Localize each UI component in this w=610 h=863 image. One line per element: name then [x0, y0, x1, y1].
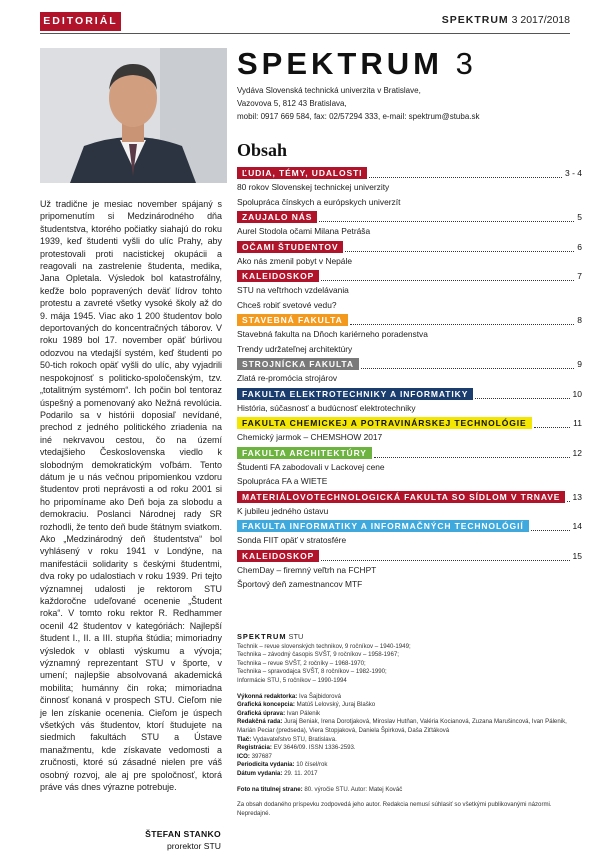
credit-label: Periodicita vydania: — [237, 761, 295, 769]
toc-section-header[interactable] — [237, 520, 582, 532]
toc-page-number: 13 — [572, 491, 582, 502]
history-line: Informácie STU, 5 ročníkov – 1990-1994 — [237, 676, 347, 684]
toc-section-header[interactable] — [237, 358, 582, 370]
editorial-signature — [40, 828, 221, 852]
toc-section-label: STROJNÍCKA FAKULTA — [237, 358, 359, 370]
toc-article[interactable]: Stavebná fakulta na Dňoch kariérneho poradenstva — [237, 329, 428, 339]
address-line: Vydáva Slovenská technická univerzita v Bratislave, — [237, 86, 421, 95]
toc-page-number: 5 — [577, 212, 582, 222]
toc-section-label: ĽUDIA, TÉMY, UDALOSTI — [237, 167, 367, 179]
photo-credit — [237, 786, 573, 795]
credit-value: EV 3646/09. ISSN 1336-2593. — [273, 744, 356, 752]
credits — [237, 693, 573, 779]
toc-section-label: FAKULTA CHEMICKEJ A POTRAVINÁRSKEJ TECHNOLÓGIE — [237, 417, 532, 429]
logo-issue-number: 3 — [455, 46, 473, 81]
credit-label: ICO: — [237, 752, 250, 760]
toc-leader-dots — [319, 220, 574, 222]
running-header-issue: 3 2017/2018 — [511, 14, 570, 26]
toc-section-label: FAKULTA ELEKTROTECHNIKY A INFORMATIKY — [237, 388, 473, 400]
toc-page-number: 15 — [572, 550, 582, 561]
credit-value: 29. 11. 2017 — [284, 769, 318, 777]
credit-line — [237, 753, 573, 762]
history-line: Technika – závodný časopis SVŠT, 9 ročníkov – 1958-1967; — [237, 651, 399, 659]
toc-section-header[interactable] — [237, 211, 582, 223]
history-line: Technik – revue slovenských technikov, 9 ročníkov – 1940-1949; — [237, 642, 411, 650]
toc-section-header[interactable] — [237, 550, 582, 562]
toc-section-label: KALEIDOSKOP — [237, 550, 319, 562]
toc-leader-dots — [369, 176, 562, 178]
credit-value: Vydavateľstvo STU, Bratislava. — [252, 735, 337, 743]
credit-label: Grafická úprava: — [237, 709, 286, 717]
toc-article[interactable]: Športový deň zamestnancov MTF — [237, 579, 363, 589]
credit-line — [237, 736, 573, 745]
toc-section-label: STAVEBNÁ FAKULTA — [237, 314, 348, 326]
toc-section-label: FAKULTA INFORMATIKY A INFORMAČNÝCH TECHNOLÓGIÍ — [237, 520, 529, 532]
credit-line — [237, 701, 573, 710]
credit-line — [237, 770, 573, 779]
history-line: Technika – revue SVŠT, 2 ročníky – 1968-1970; — [237, 659, 366, 667]
toc-leader-dots — [350, 323, 574, 325]
credit-label: Dátum vydania: — [237, 769, 283, 777]
toc-leader-dots — [374, 456, 570, 458]
toc-article[interactable]: Spolupráca čínskych a európskych univerzít — [237, 196, 401, 207]
history-line: Technika – spravodajca SVŠT, 8 ročníkov – 1982-1990; — [237, 668, 387, 676]
toc-article[interactable]: Trendy udržateľnej architektúry — [237, 343, 353, 354]
logo-wordmark: SPEKTRUM — [237, 46, 443, 81]
running-header-magazine: SPEKTRUM — [441, 14, 509, 26]
toc-article[interactable]: História, súčasnosť a budúcnosť elektrotechniky — [237, 402, 416, 413]
disclaimer: Za obsah dodaného príspevku zodpovedá jeho autor. Redakcia nemusí súhlasiť so všetkými publikovanými názormi. Nepredajné. — [237, 801, 552, 817]
toc-article[interactable]: Chceš robiť svetové vedu? — [237, 299, 337, 310]
toc-leader-dots — [345, 250, 574, 252]
toc-article[interactable]: Chemický jarmok – CHEMSHOW 2017 — [237, 432, 383, 442]
toc-page-number: 8 — [577, 315, 582, 325]
toc-page-number: 12 — [572, 447, 582, 458]
credit-label: Redakčná rada: — [237, 718, 283, 726]
toc-section-label: KALEIDOSKOP — [237, 270, 319, 282]
toc-article[interactable]: Zlatá re-promócia strojárov — [237, 373, 338, 383]
toc-leader-dots — [475, 397, 570, 399]
credit-line — [237, 718, 573, 735]
toc-section-label: FAKULTA ARCHITEKTÚRY — [237, 447, 372, 459]
toc-section-header[interactable] — [237, 241, 582, 253]
address-line: Vazovova 5, 812 43 Bratislava, — [237, 99, 347, 108]
section-tag: EDITORIÁL — [40, 12, 121, 31]
credit-value: 10 čísel/rok — [296, 761, 328, 769]
credit-label: Tlač: — [237, 735, 252, 743]
toc-page-number: 7 — [577, 271, 582, 281]
credit-value: 397687 — [251, 752, 272, 760]
toc-title: Obsah — [237, 140, 288, 160]
credit-line — [237, 744, 573, 753]
toc-leader-dots — [321, 279, 574, 281]
toc-leader-dots — [361, 367, 574, 369]
toc-section-label: ZAUJALO NÁS — [237, 211, 317, 223]
credit-value: Ivan Pálenik — [286, 709, 321, 717]
toc-page-number: 10 — [572, 388, 582, 399]
toc-article[interactable]: Aurel Stodola očami Milana Petráša — [237, 226, 371, 236]
toc-page-number: 9 — [577, 359, 582, 369]
running-header — [442, 14, 570, 26]
toc-article[interactable]: STU na veľtrhoch vzdelávania — [237, 285, 349, 295]
toc-section-header[interactable] — [237, 491, 582, 503]
toc-article[interactable]: K jubileu jedného ústavu — [237, 505, 329, 516]
credit-label: Registrácia: — [237, 744, 272, 752]
toc-section-header[interactable] — [237, 417, 582, 429]
signature-name: ŠTEFAN STANKO — [145, 829, 221, 839]
imprint-brand-suffix: STU — [288, 632, 304, 641]
toc-section-header[interactable] — [237, 314, 582, 326]
credit-value: Iva Šajbidorová — [299, 692, 342, 700]
imprint-brand: SPEKTRUM — [237, 632, 287, 641]
toc-page-number: 6 — [577, 241, 582, 252]
credit-line — [237, 761, 573, 770]
toc-article[interactable]: ChemDay – firemný veľtrh na FCHPT — [237, 564, 377, 575]
photo-credit-value: 80. výročie STU. Autor: Matej Kováč — [304, 785, 403, 793]
toc-page-number: 3 - 4 — [564, 168, 582, 178]
table-of-contents — [237, 166, 582, 594]
credit-line — [237, 710, 573, 719]
photo-credit-label: Foto na titulnej strane: — [237, 785, 303, 793]
credit-value: Juraj Beniak, Irena Dorotjaková, Miroslav Hutňan, Valéria Kocianová, Zuzana Marušincová, Ivan Pálenik, Marián Peciar (predseda), Viera Stopjaková, Daniela Špirková, Daša Ziťtáková — [237, 718, 567, 734]
credit-line — [237, 693, 573, 702]
address-line: mobil: 0917 669 584, fax: 02/57294 333, e-mail: spektrum@stuba.sk — [237, 112, 480, 121]
toc-leader-dots — [531, 529, 570, 531]
toc-article[interactable]: Študenti FA zabodovali v Lackovej cene — [237, 461, 385, 472]
credit-label: Grafická koncepcia: — [237, 701, 295, 709]
toc-article[interactable]: Spolupráca FA a WIETE — [237, 476, 328, 486]
toc-section-header[interactable] — [237, 167, 582, 179]
author-portrait — [40, 48, 227, 183]
toc-article[interactable]: 80 rokov Slovenskej technickej univerzity — [237, 182, 390, 192]
portrait-illustration — [40, 48, 227, 183]
toc-page-number: 11 — [573, 418, 582, 428]
toc-section-header[interactable] — [237, 447, 582, 459]
editorial-text: Už tradične je mesiac november spájaný s pripomenutím si Medzinárodného dňa študentstva, ktorého počiatky siahajú do roku 1939, keď študenti vyšli do ulíc Prahy, aby protestovali proti nacistickej okupácii a reagovali na zastrelenie študenta, medika, Jana Opletala. Výsledok bol katastrofálny, keďže bolo popravených deväť lídrov tohto protestu a zavreté všetky vysoké školy až do 9. mája 1945. Viac ako 1 200 študentov bolo deportovaných do koncentračných táborov. V roku 1989 bol 17. november opäť búrlivou odozvou na vtedajší systém, keď študenti po 50-tich rokoch opäť vyšli do ulíc, aby vyjadrili nespokojnosť s politicko-spoločenským, tzv. „totalitným systémom“. Ich počin bol tentoraz úspešný a pomenovaný ako Nežná revolúcia. Podarilo sa v histórii doposiaľ nevídané, prechod z jedného politického zriadenia na iné nekrvavou cestou, čo na území vtedajšieho Československa viedlo k slobodným demokratickým voľbám. Tento dátum je u nás večnou pripomienkou vzdoru študentov proti neprávosti a od roku 2001 si ho pripomíname ako Deň boja za slobodu a demokraciu. Poslanci Národnej rady SR rozhodli, že tento deň bude štátnym sviatkom. Ako „Medzinárodný deň študentstva“ bol vyhlásený v roku 1941 v Londýne, na manifestácii solidarity s českými študentmi, dva roky po udalostiach v roku 1939. Pri tejto významnej udalosti je rektorom STU každoročne udeľované ocenenie „Študent roka“. V tomto roku rektor R. Redhammer ocenil 42 študentov v kategóriách: Najlepší študent I., II. a III. stupňa štúdia; mimoriadny výsledok v oblasti výskumu a vývoja; významný reprezentant STU v športe, v umení; najlepšie absolvovaná akademická mobilita; humánny čin roka; mimoriadna činnosť konaná v prospech STU. Cieľom nie je len získanie ocenenia. Cieľom je úspech všetkých vás študentov, ktorí študujete na siedmich fakultách STU a Ústave manažmentu, kde získavate vedomosti a zručnosti, ktoré sú zásadné nielen pre váš osobný rozvoj, ale aj pre spoločnosť, ktorá práve vás dnes výrazne potrebuje. — [40, 199, 222, 793]
toc-article[interactable]: Sonda FIIT opäť v stratosfére — [237, 535, 347, 545]
signature-title: prorektor STU — [167, 841, 221, 851]
credit-value: Matúš Lelovský, Juraj Blaško — [296, 701, 376, 709]
magazine-logo — [237, 48, 473, 80]
toc-section-header[interactable] — [237, 388, 582, 400]
toc-leader-dots — [321, 559, 570, 561]
toc-section-label: MATERIÁLOVOTECHNOLOGICKÁ FAKULTA SO SÍDLOM V TRNAVE — [237, 491, 565, 503]
credit-label: Výkonná redaktorka: — [237, 692, 298, 700]
imprint-title — [237, 633, 573, 642]
toc-article[interactable]: Ako nás zmenil pobyt v Nepále — [237, 255, 352, 266]
toc-page-number: 14 — [572, 521, 582, 531]
toc-section-header[interactable] — [237, 270, 582, 282]
toc-section-label: OČAMI ŠTUDENTOV — [237, 241, 343, 253]
toc-leader-dots — [567, 500, 570, 502]
publisher-address — [237, 84, 479, 123]
toc-leader-dots — [534, 426, 570, 428]
imprint — [237, 633, 573, 818]
header-rule — [40, 33, 570, 34]
